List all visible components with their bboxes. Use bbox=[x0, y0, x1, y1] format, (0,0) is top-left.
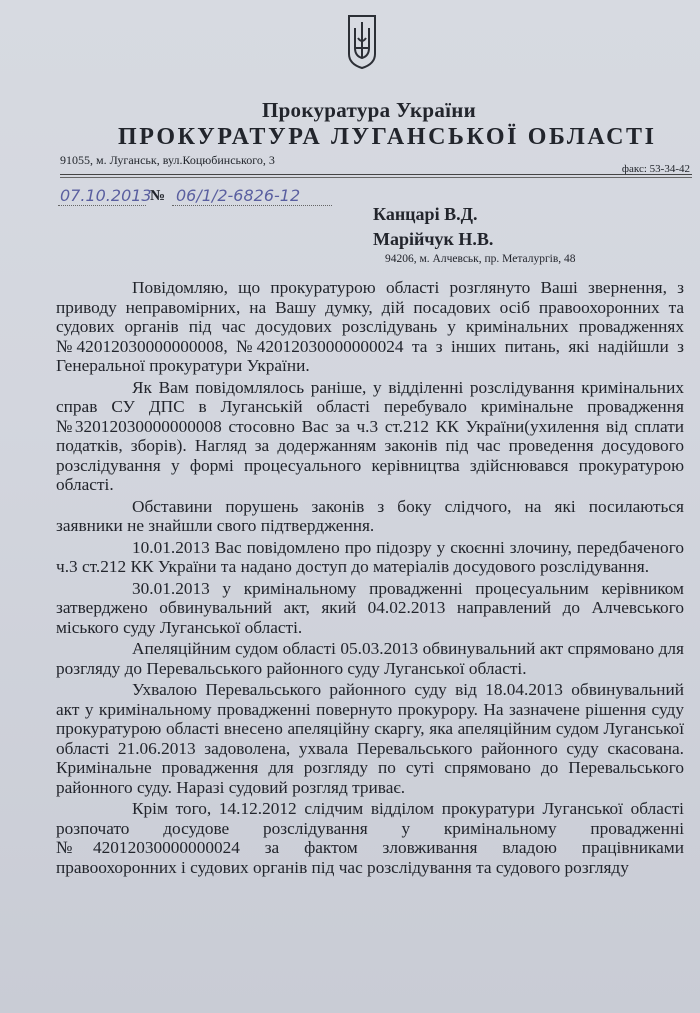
number-sign: № bbox=[150, 188, 166, 204]
date-underline bbox=[58, 205, 146, 206]
org-subtitle: ПРОКУРАТУРА ЛУГАНСЬКОЇ ОБЛАСТІ bbox=[118, 124, 657, 150]
recipient-address: 94206, м. Алчевськ, пр. Металургів, 48 bbox=[385, 253, 576, 265]
letter-body bbox=[56, 278, 684, 877]
paragraph: 30.01.2013 у кримінальному провадженні процесуальним керівником затверджено обвинувальний акт, який 04.02.2013 направлений до Алчевського міського суду Луганської області. bbox=[56, 578, 684, 637]
org-title: Прокуратура України bbox=[261, 98, 477, 122]
letter-number: 06/1/2-6826-12 bbox=[176, 186, 301, 205]
paragraph: Як Вам повідомлялось раніше, у відділенні розслідування кримінальних справ СУ ДПС в Луганській області перебувало кримінальне провадження №32012030000000008 стосовно Вас за ч.3 ст.212 КК України(ухилення від сплати податків, зборів). Нагляд за додержанням законів під час проведення досудового розслідування у формі процесуального керівництва здійснювався прокуратурою області. bbox=[56, 377, 684, 494]
org-fax: факс: 53-34-42 bbox=[621, 163, 690, 175]
org-address: 91055, м. Луганськ, вул.Коцюбинського, 3 bbox=[60, 153, 275, 167]
header-divider-2 bbox=[60, 177, 692, 178]
paragraph: Повідомляю, що прокуратурою області розглянуто Ваші звернення, з приводу неправомірних, на Вашу думку, дій посадових осіб правоохоронних та судових органів під час досудових розслідувань у кримінальних провадженнях №42012030000000008, №42012030000000024 та з інших питань, які надійшли з Генеральної прокуратури України. bbox=[56, 278, 684, 375]
paragraph: Обставини порушень законів з боку слідчого, на які посилаються заявники не знайшли свого підтвердження. bbox=[56, 496, 684, 535]
header-divider bbox=[60, 174, 692, 175]
number-underline bbox=[172, 205, 332, 206]
paragraph: Апеляційним судом області 05.03.2013 обвинувальний акт спрямовано для розгляду до Перевальського районного суду Луганської області. bbox=[56, 639, 684, 678]
paragraph: Крім того, 14.12.2012 слідчим відділом прокуратури Луганської області розпочато досудове розслідування у кримінальному провадженні №42012030000000024 за фактом зловживання владою працівниками правоохоронних і судових органів під час розслідування та судового розгляду bbox=[56, 799, 684, 877]
letter-date: 07.10.2013 bbox=[60, 186, 152, 205]
trident-emblem-icon bbox=[347, 14, 377, 70]
recipient-name-1: Канцарі В.Д. bbox=[373, 204, 478, 224]
recipient-name-2: Марійчук Н.В. bbox=[373, 229, 494, 249]
paragraph: 10.01.2013 Вас повідомлено про підозру у скоєнні злочину, передбаченого ч.3 ст.212 КК України та надано доступ до матеріалів досудового розслідування. bbox=[56, 537, 684, 576]
paragraph: Ухвалою Перевальського районного суду від 18.04.2013 обвинувальний акт у кримінальному провадженні повернуто прокурору. На зазначене рішення суду прокуратурою області внесено апеляційну скаргу, яка апеляційним судом Луганської області 21.06.2013 задоволена, ухвала Перевальського районного суду скасована. Кримінальне провадження для розгляду по суті спрямовано до Перевальського районного суду. Наразі судовий розгляд триває. bbox=[56, 680, 684, 797]
